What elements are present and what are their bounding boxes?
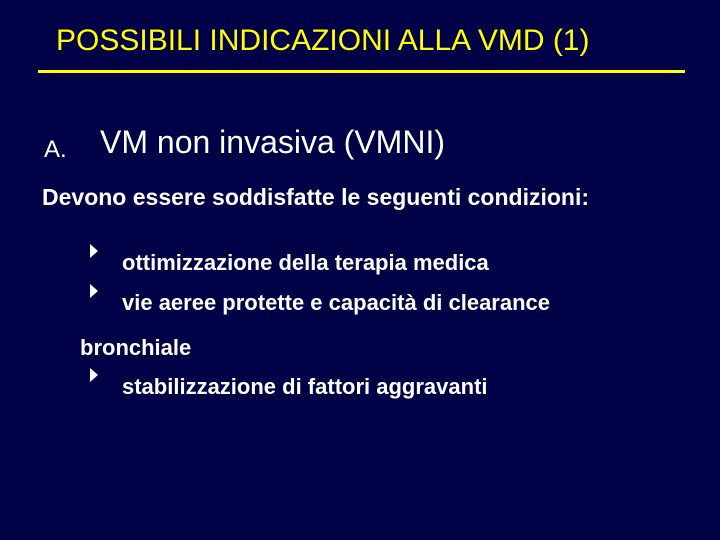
triangle-right-icon xyxy=(90,244,98,258)
intro-text: Devono essere soddisfatte le seguenti condizioni: xyxy=(42,184,590,210)
section-heading: VM non invasiva (VMNI) xyxy=(100,124,445,160)
title-underline xyxy=(38,70,685,73)
bullet-text: vie aeree protette e capacità di clearance xyxy=(122,290,551,315)
triangle-right-icon xyxy=(90,284,98,298)
bullet-text: ottimizzazione della terapia medica xyxy=(122,250,489,275)
bullet-text: stabilizzazione di fattori aggravanti xyxy=(122,374,488,399)
section-letter: A. xyxy=(44,136,67,163)
slide-title: POSSIBILI INDICAZIONI ALLA VMD (1) xyxy=(56,24,590,57)
triangle-right-icon xyxy=(90,368,98,382)
bullet-continuation: bronchiale xyxy=(80,335,192,360)
